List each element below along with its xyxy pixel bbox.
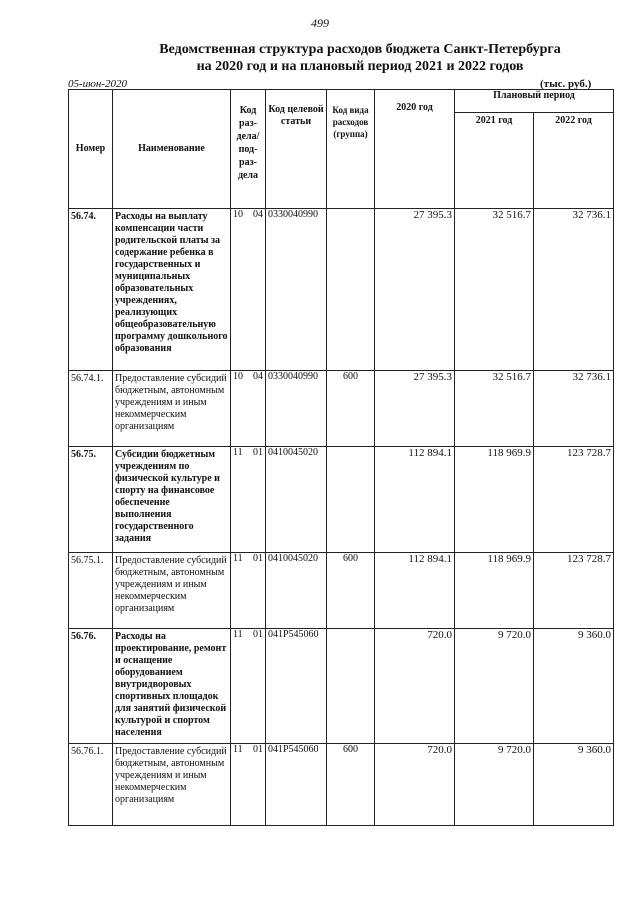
subsection-code: 01: [253, 744, 263, 755]
units-label: (тыс. руб.): [540, 78, 592, 90]
cell-2022: 32 736.1: [534, 209, 614, 371]
title-line-1: Ведомственная структура расходов бюджета Санкт-Петербурга: [159, 42, 561, 57]
header-name: Наименование: [113, 90, 231, 209]
cell-section: [231, 629, 266, 744]
cell-2020: 112 894.1: [375, 553, 455, 629]
table-row: [69, 629, 614, 744]
cell-2020: 27 395.3: [375, 209, 455, 371]
cell-name: Субсидии бюджетным учреждениям по физической культуре и спорту на финансовое обеспечение выполнения государственного задания: [113, 447, 231, 553]
cell-expense-type: 600: [327, 744, 375, 826]
cell-number: 56.76.: [69, 629, 113, 744]
cell-number: 56.76.1.: [69, 744, 113, 826]
table-row: [69, 447, 614, 553]
cell-2022: 9 360.0: [534, 744, 614, 826]
cell-2021: 118 969.9: [455, 553, 534, 629]
cell-target: 0410045020: [266, 553, 327, 629]
page-number: 499: [311, 16, 329, 30]
cell-section: [231, 447, 266, 553]
cell-number: 56.74.: [69, 209, 113, 371]
cell-2021: 118 969.9: [455, 447, 534, 553]
table-row: [69, 553, 614, 629]
cell-name: Расходы на проектирование, ремонт и оснащение оборудованием внутридворовых спортивных площадок для занятий физической культурой и спортом населения: [113, 629, 231, 744]
cell-2022: 9 360.0: [534, 629, 614, 744]
cell-section: [231, 744, 266, 826]
header-expense-type: Код вида расходов (группа): [327, 90, 375, 209]
cell-target: 0330040990: [266, 209, 327, 371]
table-row: [69, 744, 614, 826]
cell-target: 0410045020: [266, 447, 327, 553]
cell-target: 0330040990: [266, 371, 327, 447]
cell-2021: 9 720.0: [455, 744, 534, 826]
cell-name: Предоставление субсидий бюджетным, автономным учреждениям и иным некоммерческим организациям: [113, 553, 231, 629]
cell-expense-type: 600: [327, 553, 375, 629]
cell-2022: 123 728.7: [534, 447, 614, 553]
cell-2021: 32 516.7: [455, 371, 534, 447]
cell-number: 56.74.1.: [69, 371, 113, 447]
cell-2022: 123 728.7: [534, 553, 614, 629]
subsection-code: 01: [253, 629, 263, 640]
subsection-code: 01: [253, 553, 263, 564]
cell-2021: 9 720.0: [455, 629, 534, 744]
cell-name: Предоставление субсидий бюджетным, автономным учреждениям и иным некоммерческим организациям: [113, 371, 231, 447]
header-target-code: Код целевой статьи: [266, 90, 327, 209]
cell-number: 56.75.1.: [69, 553, 113, 629]
section-code: 10: [233, 371, 243, 382]
header-2021: 2021 год: [455, 113, 534, 209]
cell-target: 041P545060: [266, 744, 327, 826]
table-row: [69, 209, 614, 371]
cell-name: Расходы на выплату компенсации части родительской платы за содержание ребенка в государственных и муниципальных образовательных учреждениях, реализующих общеобразовательную программу дошкольного образования: [113, 209, 231, 371]
section-code: 11: [233, 447, 243, 458]
document-title: [60, 41, 640, 75]
cell-number: 56.75.: [69, 447, 113, 553]
header-2020: 2020 год: [375, 90, 455, 209]
header-section-code: Код раз- дела/ под- раз- дела: [231, 90, 266, 209]
cell-expense-type: [327, 629, 375, 744]
section-code: 10: [233, 209, 243, 220]
header-number: Номер: [69, 90, 113, 209]
subsection-code: 04: [253, 371, 263, 382]
section-code: 11: [233, 744, 243, 755]
section-code: 11: [233, 629, 243, 640]
cell-2020: 720.0: [375, 629, 455, 744]
cell-section: [231, 371, 266, 447]
cell-expense-type: [327, 209, 375, 371]
cell-2020: 112 894.1: [375, 447, 455, 553]
cell-section: [231, 553, 266, 629]
header-planned-period: Плановый период: [455, 90, 614, 113]
cell-name: Предоставление субсидий бюджетным, автономным учреждениям и иным некоммерческим организациям: [113, 744, 231, 826]
cell-expense-type: [327, 447, 375, 553]
cell-2020: 27 395.3: [375, 371, 455, 447]
header-2022: 2022 год: [534, 113, 614, 209]
document-date: 05-июн-2020: [68, 78, 128, 90]
budget-table: [68, 89, 614, 826]
title-line-2: на 2020 год и на плановый период 2021 и 2022 годов: [196, 59, 524, 74]
section-code: 11: [233, 553, 243, 564]
cell-target: 041P545060: [266, 629, 327, 744]
cell-2022: 32 736.1: [534, 371, 614, 447]
subsection-code: 04: [253, 209, 263, 220]
table-row: [69, 371, 614, 447]
cell-section: [231, 209, 266, 371]
cell-2021: 32 516.7: [455, 209, 534, 371]
subsection-code: 01: [253, 447, 263, 458]
cell-expense-type: 600: [327, 371, 375, 447]
cell-2020: 720.0: [375, 744, 455, 826]
